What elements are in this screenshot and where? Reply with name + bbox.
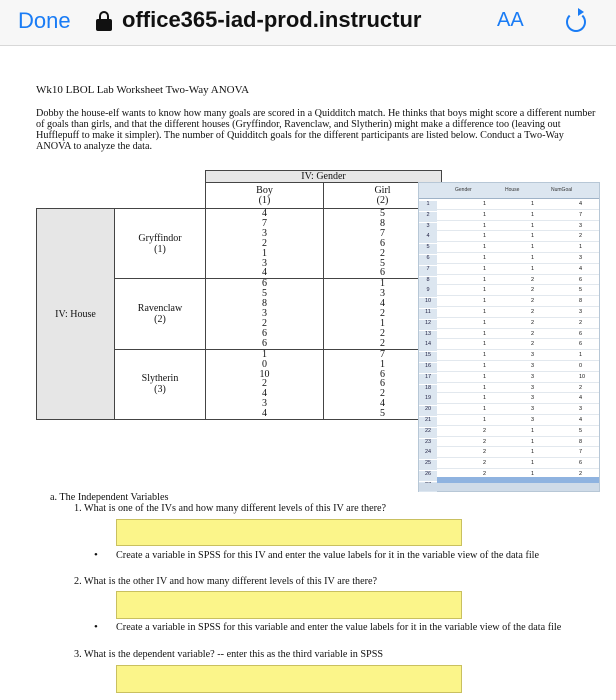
house-ravenclaw — [115, 279, 206, 349]
spss-cell-gender: 1 — [483, 201, 487, 207]
spss-row[interactable] — [419, 231, 599, 242]
spss-cell-gender: 1 — [483, 416, 487, 423]
boy-header — [206, 183, 324, 209]
intro-paragraph: Dobby the house-elf wants to know how many goals are scored in a Quidditch match. He thinks that boys might score a different number of goals than girls, and that the different houses (Gryffindor, Ravenclaw, and Slytherin) might make a difference too (leaving out Hufflepuff to make it simpler). The number of Quidditch goals for the different participants are listed below. Conduct a Two-Way ANOVA to analyze the data. — [36, 108, 596, 152]
spss-cell-numgoal: 4 — [579, 416, 583, 423]
score: 6 — [380, 378, 385, 390]
bullet-dot: • — [94, 621, 98, 633]
spss-cell-house: 2 — [531, 341, 535, 348]
score: 2 — [380, 327, 385, 339]
spss-row[interactable] — [419, 242, 599, 253]
answer-box-1[interactable] — [116, 519, 462, 546]
score: 3 — [262, 227, 267, 239]
empty-corner — [37, 183, 115, 209]
bullet-2-text: Create a variable in SPSS for this variable and enter the value labels for it in the variable view of the data file — [116, 622, 562, 633]
spss-row[interactable] — [419, 285, 599, 296]
spss-cell-gender: 2 — [483, 470, 487, 477]
spss-cell-gender: 1 — [483, 362, 487, 369]
spss-row-number: 21 — [419, 417, 437, 427]
score: 3 — [262, 308, 267, 320]
spss-cell-gender: 1 — [483, 395, 487, 402]
score: 8 — [380, 217, 385, 229]
spss-row-number: 23 — [419, 439, 437, 449]
spss-data-view — [418, 182, 600, 492]
spss-cell-house: 1 — [531, 438, 535, 445]
spss-row-number: 18 — [419, 385, 437, 395]
score: 1 — [380, 278, 385, 290]
spss-cell-house: 2 — [531, 298, 535, 305]
spss-cell-numgoal: 5 — [579, 287, 583, 294]
slytherin-boy-scores — [206, 349, 324, 419]
spss-row[interactable] — [419, 447, 599, 458]
spss-cell-numgoal: 3 — [579, 406, 583, 413]
spss-cell-house: 3 — [531, 395, 535, 402]
score: 1 — [262, 348, 267, 360]
spss-row[interactable] — [419, 458, 599, 469]
spss-cell-gender: 1 — [483, 265, 487, 272]
score: 5 — [380, 257, 385, 269]
spss-row-number: 26 — [419, 471, 437, 481]
iv-gender-header: IV: Gender — [206, 171, 442, 183]
girl-code: (2) — [376, 194, 389, 206]
spss-row-number: 17 — [419, 374, 437, 384]
spss-row[interactable] — [419, 199, 599, 210]
girl-label: Girl — [374, 184, 391, 196]
spss-row-number: 16 — [419, 363, 437, 373]
spss-scrollbar[interactable] — [419, 483, 599, 491]
spss-col-numgoal[interactable]: NumGoal — [551, 187, 573, 193]
spss-cell-house: 3 — [531, 416, 535, 423]
text-size-button[interactable] — [497, 9, 524, 32]
answer-box-2[interactable] — [116, 591, 462, 619]
spss-row[interactable] — [419, 437, 599, 448]
spss-cell-gender: 1 — [483, 254, 487, 261]
spss-cell-gender: 1 — [483, 287, 487, 294]
score: 3 — [262, 257, 267, 269]
score: 5 — [262, 288, 267, 300]
score: 3 — [380, 288, 385, 300]
score: 5 — [380, 208, 385, 219]
score: 2 — [380, 308, 385, 320]
spss-row[interactable] — [419, 415, 599, 426]
spss-cell-house: 1 — [531, 211, 535, 218]
spss-row[interactable] — [419, 372, 599, 383]
boy-label: Boy — [256, 184, 273, 196]
spss-row-number: 11 — [419, 309, 437, 319]
spss-cell-gender: 1 — [483, 276, 487, 283]
spss-cell-house: 1 — [531, 222, 535, 229]
empty-corner — [37, 171, 115, 183]
spss-cell-numgoal: 2 — [579, 384, 583, 391]
score: 7 — [262, 217, 267, 229]
score: 6 — [380, 368, 385, 380]
spss-col-gender[interactable]: Gender — [455, 187, 472, 193]
spss-cell-numgoal: 3 — [579, 254, 583, 261]
house-name: Ravenclaw — [137, 303, 183, 315]
spss-row[interactable] — [419, 361, 599, 372]
house-name: Gryffindor — [138, 232, 182, 244]
score: 2 — [380, 247, 385, 259]
spss-cell-house: 1 — [531, 265, 535, 272]
house-code: (3) — [154, 384, 166, 396]
spss-row-number: 3 — [419, 223, 437, 233]
spss-cell-house: 1 — [531, 427, 535, 434]
spss-row-number: 13 — [419, 331, 437, 341]
iv-house-label: IV: House — [37, 209, 115, 420]
section-a-heading: a. The Independent Variables — [50, 492, 169, 503]
spss-cell-numgoal: 3 — [579, 222, 583, 229]
data-table — [36, 170, 442, 420]
spss-cell-house: 3 — [531, 362, 535, 369]
lock-icon — [96, 11, 112, 31]
boy-code: (1) — [258, 194, 271, 206]
spss-cell-house: 2 — [531, 287, 535, 294]
score: 6 — [380, 267, 385, 279]
spss-cell-gender: 1 — [483, 244, 487, 251]
score: 2 — [380, 337, 385, 349]
gryffindor-boy-scores — [206, 209, 324, 279]
score: 6 — [380, 237, 385, 249]
score: 2 — [262, 317, 267, 329]
spss-cell-numgoal: 8 — [579, 438, 583, 445]
spss-cell-numgoal: 4 — [579, 395, 583, 402]
spss-col-house[interactable]: House — [505, 187, 520, 193]
spss-cell-gender: 1 — [483, 211, 487, 218]
score: 1 — [262, 247, 267, 259]
reload-icon[interactable] — [566, 12, 586, 32]
score: 4 — [262, 267, 267, 279]
spss-cell-gender: 1 — [483, 233, 487, 240]
spss-cell-gender: 1 — [483, 298, 487, 305]
spss-row-number: 4 — [419, 233, 437, 243]
spss-row[interactable] — [419, 393, 599, 404]
spss-cell-gender: 1 — [483, 373, 487, 380]
score: 0 — [262, 358, 267, 370]
spss-row-number: 20 — [419, 406, 437, 416]
bullet-dot: • — [94, 549, 98, 561]
spss-row-number: 22 — [419, 428, 437, 438]
spss-cell-gender: 2 — [483, 427, 487, 434]
browser-top-bar — [0, 0, 616, 46]
spss-cell-numgoal: 10 — [579, 373, 586, 380]
spss-cell-numgoal: 4 — [579, 265, 583, 272]
spss-cell-gender: 2 — [483, 438, 487, 445]
score: 8 — [262, 298, 267, 310]
score: 5 — [380, 408, 385, 420]
spss-row[interactable] — [419, 329, 599, 340]
spss-row-number: 7 — [419, 266, 437, 276]
score: 7 — [380, 348, 385, 360]
spss-cell-numgoal: 6 — [579, 276, 583, 283]
score: 1 — [380, 358, 385, 370]
spss-cell-numgoal: 5 — [579, 427, 583, 434]
spss-row-number: 19 — [419, 395, 437, 405]
spss-cell-house: 3 — [531, 352, 535, 359]
spss-cell-gender: 1 — [483, 222, 487, 229]
score: 2 — [262, 237, 267, 249]
spss-row[interactable] — [419, 275, 599, 286]
score: 4 — [262, 388, 267, 400]
url-bar[interactable]: office365-iad-prod.instructur — [122, 7, 422, 32]
done-button[interactable]: Done — [18, 8, 71, 33]
bullet-2 — [94, 621, 586, 633]
spss-row[interactable] — [419, 350, 599, 361]
spss-cell-numgoal: 6 — [579, 330, 583, 337]
score: 2 — [262, 378, 267, 390]
score: 7 — [380, 227, 385, 239]
spss-row[interactable] — [419, 307, 599, 318]
spss-cell-house: 1 — [531, 449, 535, 456]
spss-row[interactable] — [419, 253, 599, 264]
spss-cell-numgoal: 1 — [579, 244, 583, 251]
spss-row[interactable] — [419, 318, 599, 329]
spss-row-number: 9 — [419, 287, 437, 297]
spss-cell-numgoal: 6 — [579, 341, 583, 348]
spss-row-number: 12 — [419, 320, 437, 330]
score: 10 — [259, 368, 270, 380]
spss-cell-numgoal: 3 — [579, 308, 583, 315]
spss-row-number: 2 — [419, 212, 437, 222]
spss-header — [419, 183, 599, 199]
spss-cell-numgoal: 4 — [579, 201, 583, 207]
spss-row[interactable] — [419, 264, 599, 275]
spss-row[interactable] — [419, 426, 599, 437]
question-3: 3. What is the dependent variable? -- enter this as the third variable in SPSS — [74, 649, 384, 660]
house-name: Slytherin — [141, 373, 179, 385]
spss-cell-numgoal: 0 — [579, 362, 583, 369]
spss-cell-numgoal: 6 — [579, 460, 583, 467]
spss-row-number: 25 — [419, 460, 437, 470]
spss-cell-gender: 2 — [483, 460, 487, 467]
spss-cell-gender: 1 — [483, 308, 487, 315]
spss-cell-house: 1 — [531, 460, 535, 467]
spss-cell-gender: 1 — [483, 352, 487, 359]
spss-row-number: 6 — [419, 255, 437, 265]
question-1: 1. What is one of the IVs and how many different levels of this IV are there? — [74, 503, 387, 514]
spss-cell-numgoal: 1 — [579, 352, 583, 359]
score: 4 — [262, 208, 267, 219]
spss-row-number: 5 — [419, 244, 437, 254]
answer-box-3[interactable] — [116, 665, 462, 693]
spss-cell-gender: 1 — [483, 330, 487, 337]
spss-row[interactable] — [419, 383, 599, 394]
spss-cell-house: 2 — [531, 319, 535, 326]
ravenclaw-boy-scores — [206, 279, 324, 349]
score: 2 — [380, 388, 385, 400]
spss-row-number: 15 — [419, 352, 437, 362]
score: 4 — [262, 408, 267, 420]
bullet-1 — [94, 549, 586, 561]
score: 6 — [262, 327, 267, 339]
question-2: 2. What is the other IV and how many different levels of this IV are there? — [74, 576, 378, 587]
spss-cell-house: 1 — [531, 233, 535, 240]
spss-cell-gender: 1 — [483, 341, 487, 348]
spss-row-number: 14 — [419, 341, 437, 351]
spss-row[interactable] — [419, 339, 599, 350]
spss-row[interactable] — [419, 210, 599, 221]
spss-row-number: 8 — [419, 277, 437, 287]
spss-cell-house: 1 — [531, 470, 535, 477]
bullet-1-text: Create a variable in SPSS for this IV and enter the value labels for it in the variable view of the data file — [116, 550, 540, 561]
spss-cell-house: 1 — [531, 244, 535, 251]
score: 3 — [262, 398, 267, 410]
spss-cell-house: 1 — [531, 201, 535, 207]
house-slytherin — [115, 349, 206, 419]
score: 6 — [262, 278, 267, 290]
spss-cell-house: 3 — [531, 406, 535, 413]
spss-cell-house: 1 — [531, 254, 535, 261]
spss-cell-numgoal: 2 — [579, 470, 583, 477]
spss-cell-gender: 1 — [483, 406, 487, 413]
spss-cell-house: 2 — [531, 308, 535, 315]
spss-cell-numgoal: 7 — [579, 449, 583, 456]
spss-cell-numgoal: 2 — [579, 233, 583, 240]
empty-corner — [115, 171, 206, 183]
spss-cell-gender: 1 — [483, 384, 487, 391]
spss-rows — [419, 199, 599, 491]
house-code: (2) — [154, 314, 166, 326]
score: 1 — [380, 317, 385, 329]
spss-cell-numgoal: 8 — [579, 298, 583, 305]
document — [0, 46, 616, 700]
spss-cell-house: 2 — [531, 330, 535, 337]
spss-cell-gender: 2 — [483, 449, 487, 456]
score: 6 — [262, 337, 267, 349]
spss-row-number: 10 — [419, 298, 437, 308]
score: 4 — [380, 398, 385, 410]
house-code: (1) — [154, 243, 166, 255]
spss-row-number: 1 — [419, 201, 437, 211]
spss-cell-house: 2 — [531, 276, 535, 283]
spss-cell-numgoal: 7 — [579, 211, 583, 218]
spss-cell-gender: 1 — [483, 319, 487, 326]
spss-row-number: 24 — [419, 449, 437, 459]
house-gryffindor — [115, 209, 206, 279]
spss-row[interactable] — [419, 221, 599, 232]
empty-corner — [115, 183, 206, 209]
spss-row[interactable] — [419, 296, 599, 307]
spss-cell-numgoal: 2 — [579, 319, 583, 326]
page-title: Wk10 LBOL Lab Worksheet Two-Way ANOVA — [36, 84, 250, 96]
spss-cell-house: 3 — [531, 373, 535, 380]
spss-row[interactable] — [419, 404, 599, 415]
text-size-label: AA — [497, 9, 524, 31]
score: 4 — [380, 298, 385, 310]
spss-cell-house: 3 — [531, 384, 535, 391]
